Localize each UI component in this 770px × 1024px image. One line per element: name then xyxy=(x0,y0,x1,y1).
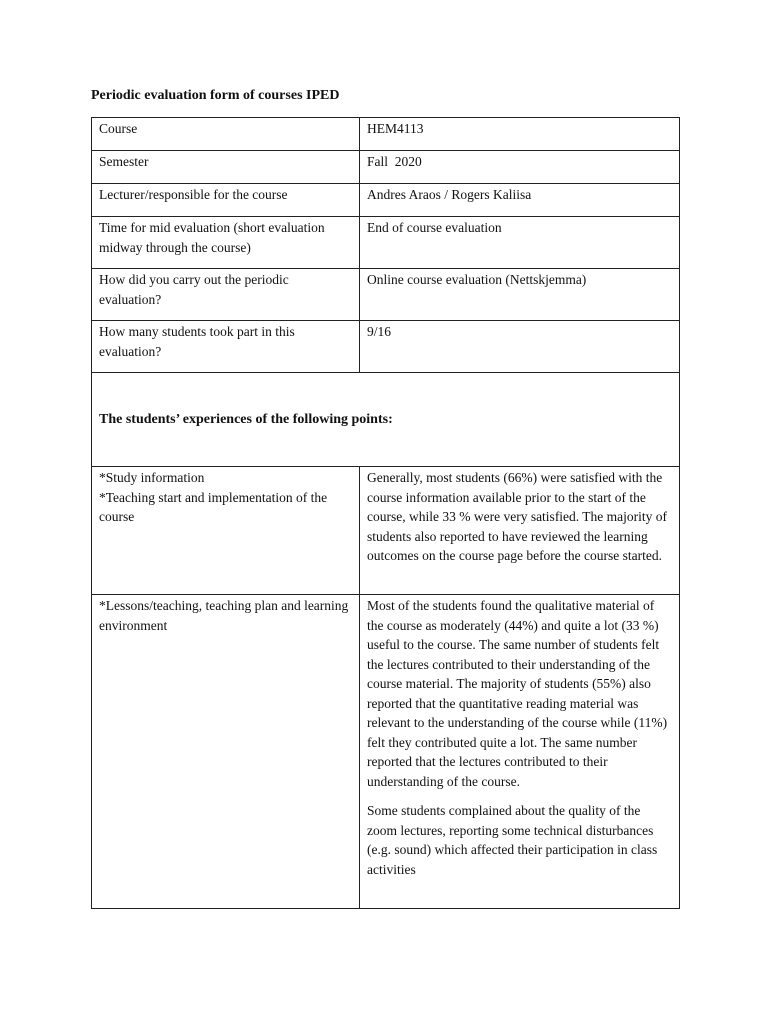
row-value: End of course evaluation xyxy=(360,217,680,269)
comment-paragraph: Some students complained about the quality of the zoom lectures, reporting some technical disturbances (e.g. sound) which affected their participation in class activities xyxy=(367,803,658,877)
row-value: Fall 2020 xyxy=(360,151,680,184)
row-label: Semester xyxy=(92,151,360,184)
comment-paragraph: Generally, most students (66%) were satisfied with the course information available prior to the start of the course, while 33 % were very satisfied. The majority of students also reported to have reviewed the learning outcomes on the course page before the course started. xyxy=(367,470,668,563)
row-value: Online course evaluation (Nettskjemma) xyxy=(360,269,680,321)
row-study-information xyxy=(92,467,680,595)
row-label: Lecturer/responsible for the course xyxy=(92,184,360,217)
row-value: HEM4113 xyxy=(360,118,680,151)
comment-paragraph: Most of the students found the qualitative material of the course as moderately (44%) and quite a lot (33 %) useful to the course. The same number of students felt the lectures contributed to their understanding of the course material. The majority of students (55%) also reported that the quantitative reading material was relevant to the understanding of the course while (11%) felt they contributed quite a lot. The same number reported that the lectures contributed to their understanding of the course. xyxy=(367,598,668,789)
section-cell xyxy=(92,373,680,467)
point-label: *Study information *Teaching start and implementation of the course xyxy=(92,467,360,595)
row-participants xyxy=(92,321,680,373)
row-label: How did you carry out the periodic evaluation? xyxy=(92,269,360,321)
row-semester xyxy=(92,151,680,184)
row-label: How many students took part in this evaluation? xyxy=(92,321,360,373)
row-value: Andres Araos / Rogers Kaliisa xyxy=(360,184,680,217)
row-course xyxy=(92,118,680,151)
evaluation-form-table xyxy=(91,117,680,909)
point-label: *Lessons/teaching, teaching plan and learning environment xyxy=(92,595,360,909)
row-value: 9/16 xyxy=(360,321,680,373)
section-row xyxy=(92,373,680,467)
row-lecturer xyxy=(92,184,680,217)
row-label: Time for mid evaluation (short evaluation midway through the course) xyxy=(92,217,360,269)
row-lessons-teaching xyxy=(92,595,680,909)
row-label: Course xyxy=(92,118,360,151)
form-title: Periodic evaluation form of courses IPED xyxy=(91,88,340,103)
section-heading: The students’ experiences of the following points: xyxy=(99,412,393,428)
row-mid-evaluation xyxy=(92,217,680,269)
point-comment xyxy=(360,467,680,595)
point-comment xyxy=(360,595,680,909)
row-evaluation-method xyxy=(92,269,680,321)
